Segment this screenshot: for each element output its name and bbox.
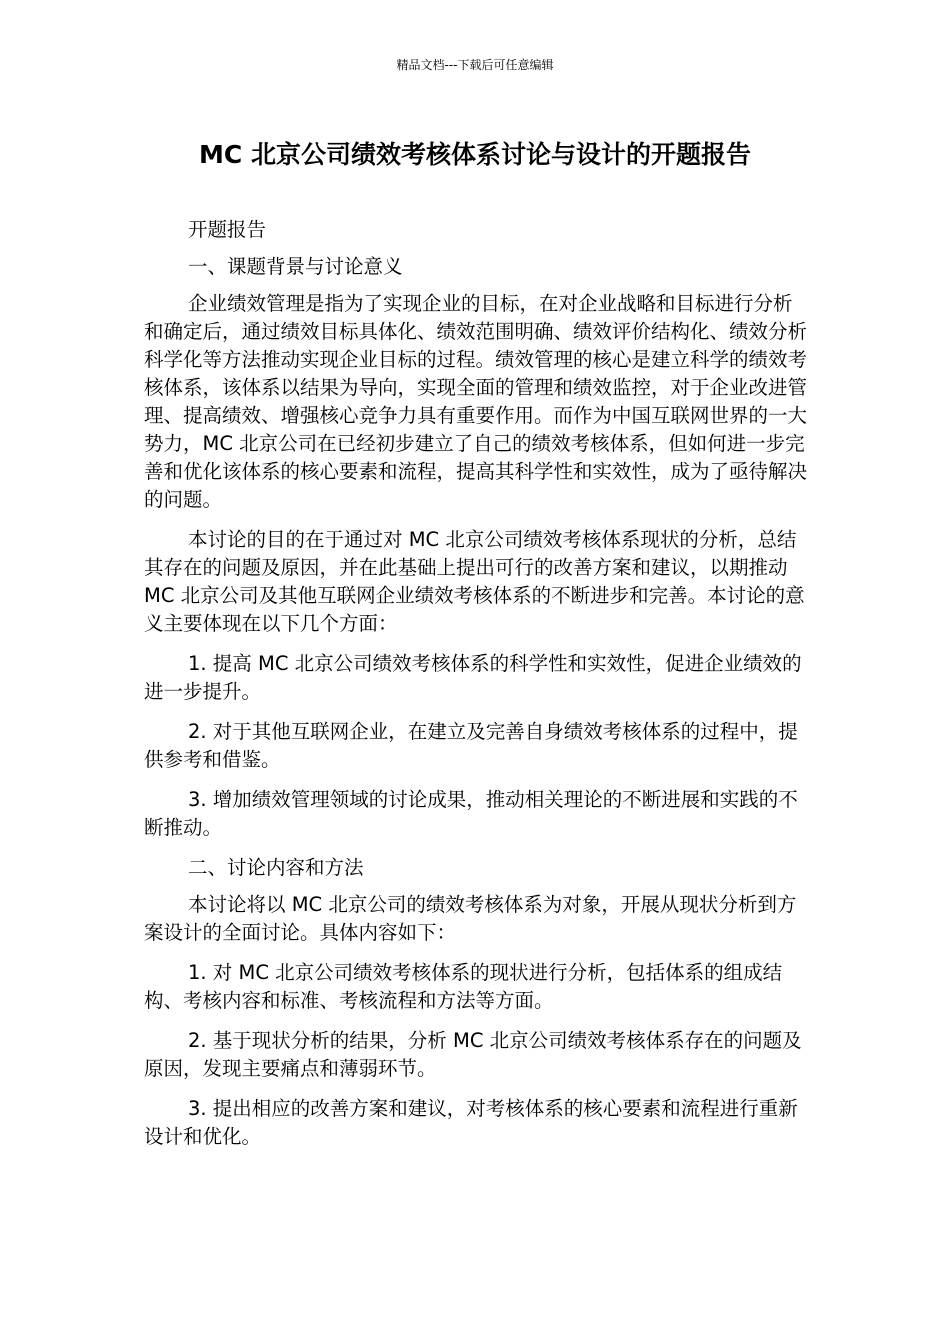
- list-item-significance-2: 2. 对于其他互联网企业，在建立及完善自身绩效考核体系的过程中，提供参考和借鉴。: [144, 720, 798, 771]
- list-item-content-1: 1. 对 MC 北京公司绩效考核体系的现状进行分析，包括体系的组成结构、考核内容和标准、考核流程和方法等方面。: [144, 961, 783, 1012]
- list-item-significance-1: 1. 提高 MC 北京公司绩效考核体系的科学性和实效性，促进企业绩效的进一步提升。: [144, 652, 802, 703]
- paragraph-content-intro: 本讨论将以 MC 北京公司的绩效考核体系为对象，开展从现状分析到方案设计的全面讨论。具体内容如下：: [144, 893, 797, 944]
- header-note: 精品文档---下载后可任意编辑: [396, 58, 554, 72]
- list-item-significance-3: 3. 增加绩效管理领域的讨论成果，推动相关理论的不断进展和实践的不断推动。: [144, 788, 798, 839]
- list-item-content-2: 2. 基于现状分析的结果，分析 MC 北京公司绩效考核体系存在的问题及原因，发现主要痛点和薄弱环节。: [144, 1029, 802, 1080]
- list-item-content-3: 3. 提出相应的改善方案和建议，对考核体系的核心要素和流程进行重新设计和优化。: [144, 1097, 798, 1148]
- section-heading-content-methods: 二、讨论内容和方法: [188, 856, 364, 879]
- section-label-report: 开题报告: [188, 218, 267, 241]
- paragraph-purpose: 本讨论的目的在于通过对 MC 北京公司绩效考核体系现状的分析，总结其存在的问题及原因，并在此基础上提出可行的改善方案和建议，以期推动 MC 北京公司及其他互联网企业绩效考核体系的不断进步和完善。本讨论的意义主要体现在以下几个方面：: [144, 528, 805, 635]
- section-heading-background: 一、课题背景与讨论意义: [188, 255, 403, 278]
- document-title: MC 北京公司绩效考核体系讨论与设计的开题报告: [199, 140, 751, 169]
- paragraph-background: 企业绩效管理是指为了实现企业的目标，在对企业战略和目标进行分析和确定后，通过绩效目标具体化、绩效范围明确、绩效评价结构化、绩效分析科学化等方法推动实现企业目标的过程。绩效管理的核心是建立科学的绩效考核体系，该体系以结果为导向，实现全面的管理和绩效监控，对于企业改进管理、提高绩效、增强核心竞争力具有重要作用。而作为中国互联网世界的一大势力，MC 北京公司在已经初步建立了自己的绩效考核体系，但如何进一步完善和优化该体系的核心要素和流程，提高其科学性和实效性，成为了亟待解决的问题。: [144, 292, 808, 511]
- document-body: [144, 216, 808, 1163]
